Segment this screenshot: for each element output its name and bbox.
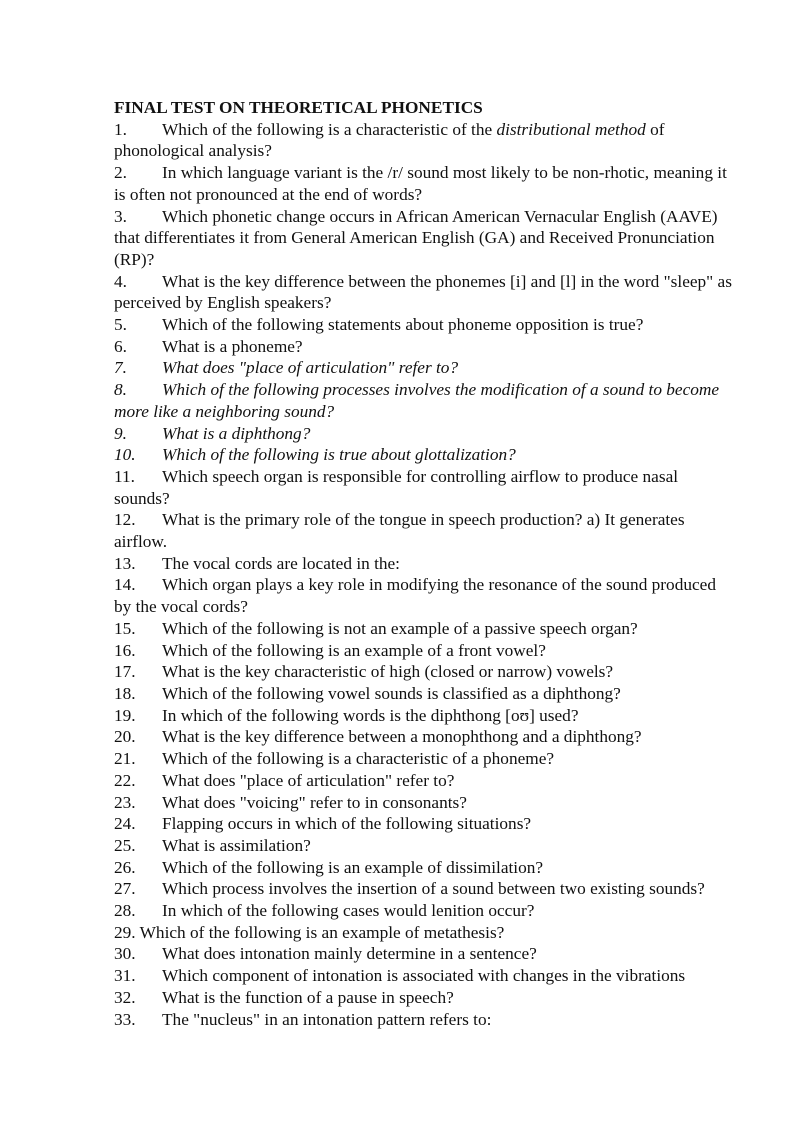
question-text: In which of the following cases would lenition occur? xyxy=(162,901,535,921)
question-number: 31. xyxy=(114,966,136,986)
question-text: The "nucleus" in an intonation pattern refers to: xyxy=(162,1009,492,1029)
question-text: Which of the following is an example of dissimilation? xyxy=(162,857,544,877)
question-text: Which of the following is an example of a front vowel? xyxy=(162,640,546,660)
question-number: 24. xyxy=(114,814,136,834)
question-number: 3. xyxy=(114,206,127,226)
question-20 xyxy=(114,726,734,748)
question-23 xyxy=(114,792,734,814)
question-number: 33. xyxy=(114,1009,136,1029)
question-5 xyxy=(114,314,734,336)
question-text: Which of the following is true about glottalization? xyxy=(162,445,516,465)
question-number: 25. xyxy=(114,835,136,855)
question-number: 8. xyxy=(114,380,127,400)
question-26 xyxy=(114,857,734,879)
page-title: FINAL TEST ON THEORETICAL PHONETICS xyxy=(114,98,483,117)
question-33 xyxy=(114,1009,734,1031)
question-number: 23. xyxy=(114,792,136,812)
question-number: 6. xyxy=(114,336,127,356)
question-11 xyxy=(114,466,734,509)
question-text: of phonological analysis? xyxy=(114,119,665,161)
question-14 xyxy=(114,574,734,617)
question-15 xyxy=(114,618,734,640)
question-text: Which organ plays a key role in modifying the resonance of the sound produced by the vocal cords? xyxy=(114,575,716,617)
question-4 xyxy=(114,271,734,314)
question-number: 10. xyxy=(114,445,136,465)
question-text: What is the key characteristic of high (closed or narrow) vowels? xyxy=(162,662,614,682)
question-text: What is assimilation? xyxy=(162,835,311,855)
question-number: 15. xyxy=(114,618,136,638)
question-text: What does intonation mainly determine in a sentence? xyxy=(162,944,537,964)
question-number: 2. xyxy=(114,163,127,183)
question-text: What does "voicing" refer to in consonants? xyxy=(162,792,467,812)
question-13 xyxy=(114,553,734,575)
question-22 xyxy=(114,770,734,792)
question-21 xyxy=(114,748,734,770)
question-6 xyxy=(114,336,734,358)
question-number: 7. xyxy=(114,358,127,378)
question-text: Which of the following statements about phoneme opposition is true? xyxy=(162,315,644,335)
question-text: What is a phoneme? xyxy=(162,336,303,356)
question-number: 20. xyxy=(114,727,136,747)
question-28 xyxy=(114,900,734,922)
question-text: Which component of intonation is associated with changes in the vibrations xyxy=(162,966,686,986)
question-text: Which of the following processes involves the modification of a sound to become more like a neighboring sound? xyxy=(114,380,720,421)
question-9 xyxy=(114,423,734,445)
question-text: What does "place of articulation" refer to? xyxy=(162,358,459,378)
question-text: Which speech organ is responsible for controlling airflow to produce nasal sounds? xyxy=(114,466,679,508)
question-text: In which language variant is the /r/ sound most likely to be non-rhotic, meaning it is often not pronounced at the end of words? xyxy=(114,163,727,204)
question-number: 14. xyxy=(114,575,136,595)
question-19 xyxy=(114,705,734,727)
question-text: What does "place of articulation" refer to? xyxy=(162,770,455,790)
question-31 xyxy=(114,965,734,987)
question-text: The vocal cords are located in the: xyxy=(162,553,400,573)
question-number: 13. xyxy=(114,553,136,573)
question-2 xyxy=(114,162,734,205)
question-number: 16. xyxy=(114,640,136,660)
question-text: What is a diphthong? xyxy=(162,423,311,443)
question-16 xyxy=(114,640,734,662)
question-text: Which phonetic change occurs in African American Vernacular English (AAVE) that differentiates it from General American English (GA) and Received Pronunciation (RP)? xyxy=(114,206,718,269)
question-25 xyxy=(114,835,734,857)
question-number: 30. xyxy=(114,944,136,964)
question-number: 17. xyxy=(114,662,136,682)
question-10 xyxy=(114,444,734,466)
question-text: What is the primary role of the tongue in speech production? a) It generates airflow. xyxy=(114,510,685,552)
question-number: 21. xyxy=(114,749,136,769)
question-text: What is the key difference between a monophthong and a diphthong? xyxy=(162,727,642,747)
question-number: 29. xyxy=(114,922,136,942)
question-text: Which of the following is an example of metathesis? xyxy=(139,922,505,942)
question-text: Which of the following is not an example of a passive speech organ? xyxy=(162,618,638,638)
question-12 xyxy=(114,509,734,552)
question-3 xyxy=(114,206,734,271)
question-text: Which of the following is a characteristic of a phoneme? xyxy=(162,749,555,769)
question-32 xyxy=(114,987,734,1009)
question-text: What is the function of a pause in speech? xyxy=(162,987,454,1007)
question-number: 1. xyxy=(114,119,127,139)
question-number: 26. xyxy=(114,857,136,877)
question-number: 11. xyxy=(114,466,135,486)
question-text: Flapping occurs in which of the following situations? xyxy=(162,814,532,834)
question-number: 9. xyxy=(114,423,127,443)
question-number: 22. xyxy=(114,770,136,790)
question-number: 4. xyxy=(114,271,127,291)
question-24 xyxy=(114,813,734,835)
question-29 xyxy=(114,922,734,944)
question-27 xyxy=(114,878,734,900)
question-1 xyxy=(114,119,734,162)
question-number: 18. xyxy=(114,683,136,703)
question-text: Which of the following is a characteristic of the xyxy=(162,119,497,139)
question-number: 27. xyxy=(114,879,136,899)
question-text: In which of the following words is the diphthong [oʊ] used? xyxy=(162,705,579,725)
question-number: 19. xyxy=(114,705,136,725)
question-text-emphasis: distributional method xyxy=(496,119,646,139)
question-17 xyxy=(114,661,734,683)
question-7 xyxy=(114,357,734,379)
question-text: What is the key difference between the phonemes [i] and [l] in the word "sleep" as perceived by English speakers? xyxy=(114,271,732,313)
question-number: 12. xyxy=(114,510,136,530)
question-30 xyxy=(114,943,734,965)
question-8 xyxy=(114,379,734,422)
question-number: 5. xyxy=(114,315,127,335)
question-text: Which process involves the insertion of a sound between two existing sounds? xyxy=(162,879,705,899)
question-number: 28. xyxy=(114,901,136,921)
question-text: Which of the following vowel sounds is classified as a diphthong? xyxy=(162,683,621,703)
question-number: 32. xyxy=(114,987,136,1007)
document-page xyxy=(114,97,734,1030)
question-18 xyxy=(114,683,734,705)
